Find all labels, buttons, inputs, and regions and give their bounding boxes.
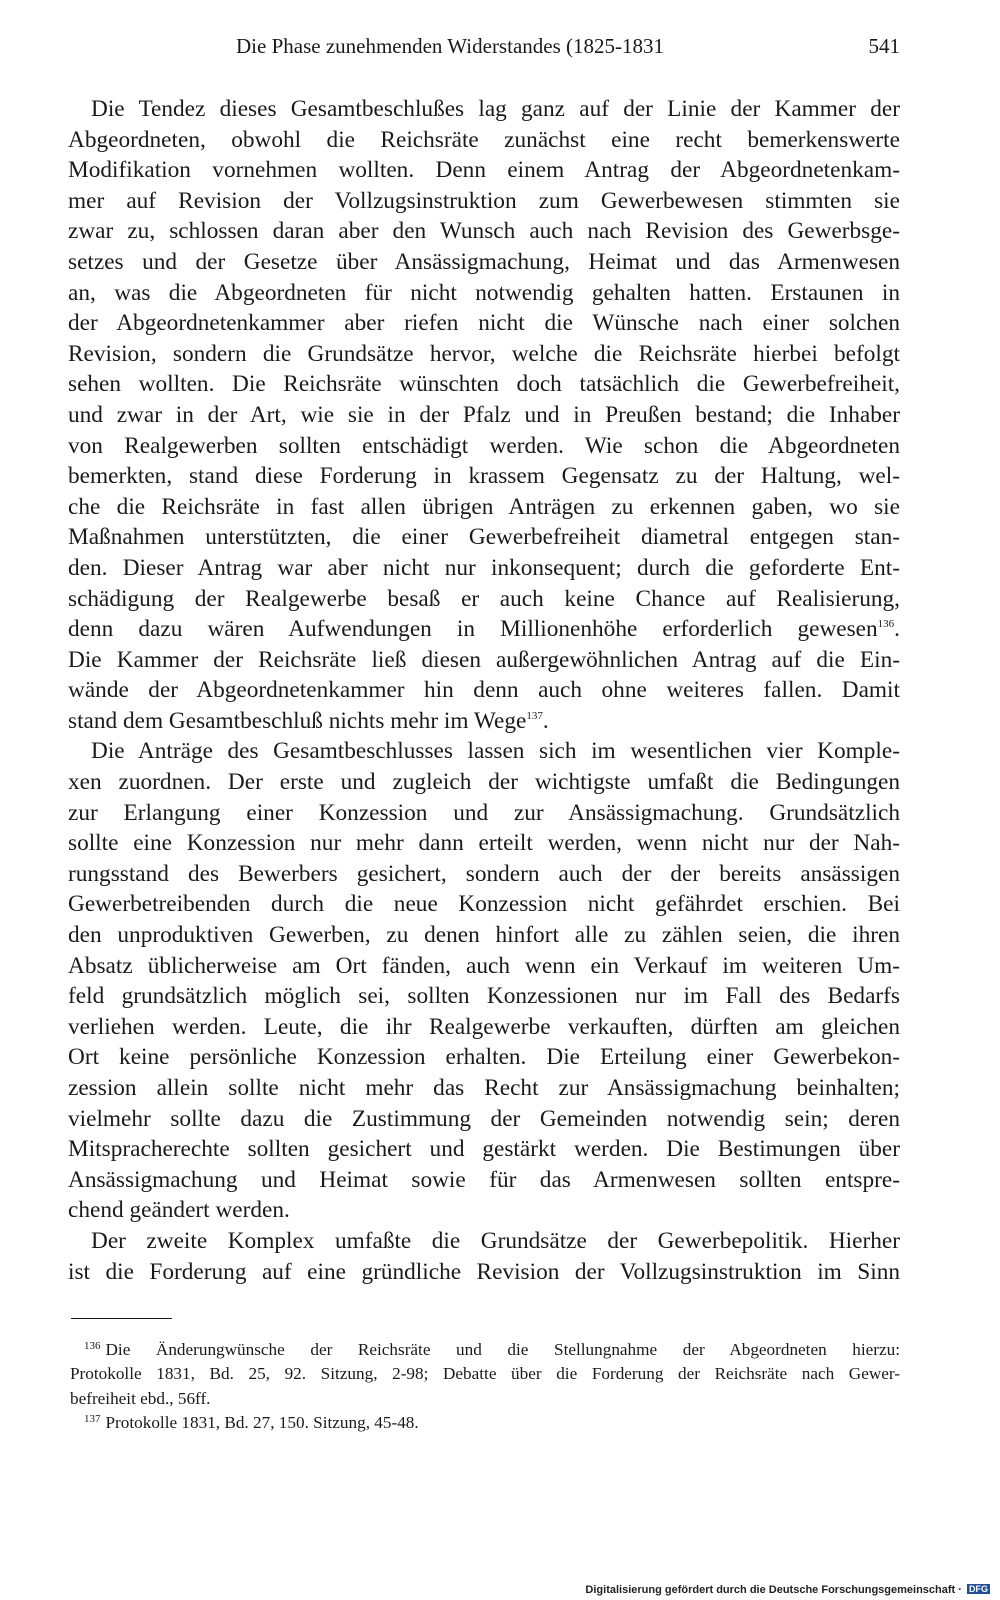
text-fragment: denn dazu wären Aufwendungen in Millionenhöhe erforderlich gewesen (68, 616, 878, 643)
dfg-logo: DFG (969, 1584, 988, 1594)
text-line: Die Anträge des Gesamtbeschlusses lassen sich im wesentlichen vier Komple- (91, 738, 900, 765)
page-number: 541 (868, 34, 900, 58)
text-line: Mitspracherechte sollten gesichert und gestärkt werden. Die Bestimungen über (68, 1136, 900, 1163)
text-line: Modifikation vornehmen wollten. Denn einem Antrag der Abgeordnetenkam- (68, 157, 900, 184)
text-line: Gewerbetreibenden durch die neue Konzession nicht gefährdet erschien. Bei (68, 891, 900, 918)
footnote-mark: 136 (84, 1340, 101, 1352)
footnote-136 (70, 1338, 900, 1362)
text-line: verliehen werden. Leute, die ihr Realgewerbe verkauften, dürften am gleichen (68, 1013, 900, 1040)
footnote-mark: 137 (84, 1412, 101, 1425)
footnotes (70, 1338, 900, 1435)
text-line: Absatz üblicherweise am Ort fänden, auch wenn ein Verkauf im weiteren Um- (68, 952, 900, 979)
running-title: Die Phase zunehmenden Widerstandes (1825-1831 (236, 34, 664, 58)
footnote-137 (70, 1411, 900, 1435)
text-line: an, was die Abgeordneten für nicht notwendig gehalten hatten. Erstaunen in (68, 279, 900, 306)
text-line: che die Reichsräte in fast allen übrigen Anträgen zu erkennen gaben, wo sie (68, 493, 900, 520)
text-line: Die Kammer der Reichsräte ließ diesen außergewöhnlichen Antrag auf die Ein- (68, 646, 900, 673)
text-line: Abgeordneten, obwohl die Reichsräte zunächst eine recht bemerkenswerte (68, 126, 900, 153)
footnote-line: befreiheit ebd., 56ff. (70, 1388, 211, 1408)
text-line: wände der Abgeordnetenkammer hin denn auch ohne weiteres fallen. Damit (68, 677, 900, 704)
digitization-credit (585, 1584, 990, 1596)
text-fragment: . (542, 707, 549, 734)
paragraph-2 (68, 736, 900, 1226)
text-line: Ansässigmachung und Heimat sowie für das Armenwesen sollten entspre- (68, 1166, 900, 1193)
text-line: Maßnahmen unterstützten, die einer Gewerbefreiheit diametral entgegen stan- (68, 524, 900, 551)
text-line: vielmehr sollte dazu die Zustimmung der Gemeinden notwendig sein; deren (68, 1105, 900, 1132)
credit-text: Digitalisierung gefördert durch die Deutsche Forschungsgemeinschaft · (585, 1584, 962, 1596)
text-line: zur Erlangung einer Konzession und zur Ansässigmachung. Grundsätzlich (68, 799, 900, 826)
footnote-text: Die Änderungwünsche der Reichsräte und die Stellungnahme der Abgeordneten hierzu: (105, 1340, 900, 1359)
text-line: von Realgewerben sollten entschädigt werden. Wie schon die Abgeordneten (68, 432, 900, 459)
text-line: chend geändert werden. (68, 1197, 290, 1224)
text-line: zwar zu, schlossen daran aber den Wunsch auch nach Revision des Gewerbsge- (68, 218, 900, 245)
text-line: zession allein sollte nicht mehr das Recht zur Ansässigmachung beinhalten; (68, 1075, 900, 1101)
footnote-text: Protokolle 1831, Bd. 27, 150. Sitzung, 45-48. (105, 1412, 419, 1432)
text-line: und zwar in der Art, wie sie in der Pfalz und in Preußen bestand; die Inhaber (68, 401, 900, 428)
footnote-ref-137[interactable]: 137 (526, 709, 543, 722)
text-line: schädigung der Realgewerbe besaß er auch keine Chance auf Realisierung, (68, 585, 900, 612)
paragraph-1 (68, 94, 900, 736)
text-line: mer auf Revision der Vollzugsinstruktion zum Gewerbewesen stimmten sie (68, 187, 900, 214)
footnote-line: Protokolle 1831, Bd. 25, 92. Sitzung, 2-98; Debatte über die Forderung der Reichsräte nach Gewer- (70, 1364, 900, 1384)
paragraph-3 (68, 1226, 900, 1287)
text-line: den unproduktiven Gewerben, zu denen hinfort alle zu zählen seien, die ihren (68, 922, 900, 949)
text-line: sollte eine Konzession nur mehr dann erteilt werden, wenn nicht nur der Nah- (68, 830, 900, 857)
body-text (68, 94, 900, 1287)
text-line: Revision, sondern die Grundsätze hervor, welche die Reichsräte hierbei befolgt (68, 340, 900, 367)
text-line (68, 706, 900, 737)
text-line: ist die Forderung auf eine gründliche Revision der Vollzugsinstruktion im Sinn (68, 1258, 900, 1285)
text-line: sehen wollten. Die Reichsräte wünschten doch tatsächlich die Gewerbefreiheit, (68, 371, 900, 398)
text-line: der Abgeordnetenkammer aber riefen nicht die Wünsche nach einer solchen (68, 310, 900, 337)
text-line: setzes und der Gesetze über Ansässigmachung, Heimat und das Armenwesen (68, 248, 900, 275)
text-line: Die Tendez dieses Gesamtbeschlußes lag ganz auf der Linie der Kammer der (91, 96, 900, 122)
footnote-ref-136[interactable]: 136 (877, 618, 895, 631)
running-header (68, 34, 900, 64)
text-line: den. Dieser Antrag war aber nicht nur inkonsequent; durch die geforderte Ent- (68, 554, 900, 581)
footnote-divider (71, 1318, 172, 1319)
text-line: feld grundsätzlich möglich sei, sollten Konzessionen nur im Fall des Bedarfs (68, 983, 900, 1010)
text-line: rungsstand des Bewerbers gesichert, sondern auch der der bereits ansässigen (68, 860, 900, 887)
text-line: Der zweite Komplex umfaßte die Grundsätze der Gewerbepolitik. Hierher (91, 1227, 900, 1254)
text-line: bemerkten, stand diese Forderung in krassem Gegensatz zu der Haltung, wel- (68, 463, 900, 490)
text-fragment: . (894, 616, 900, 643)
text-line (68, 614, 900, 645)
text-line: Ort keine persönliche Konzession erhalten. Die Erteilung einer Gewerbekon- (68, 1044, 900, 1071)
text-line: xen zuordnen. Der erste und zugleich der wichtigste umfaßt die Bedingungen (68, 769, 900, 796)
text-fragment: stand dem Gesamtbeschluß nichts mehr im Wege (68, 707, 527, 734)
